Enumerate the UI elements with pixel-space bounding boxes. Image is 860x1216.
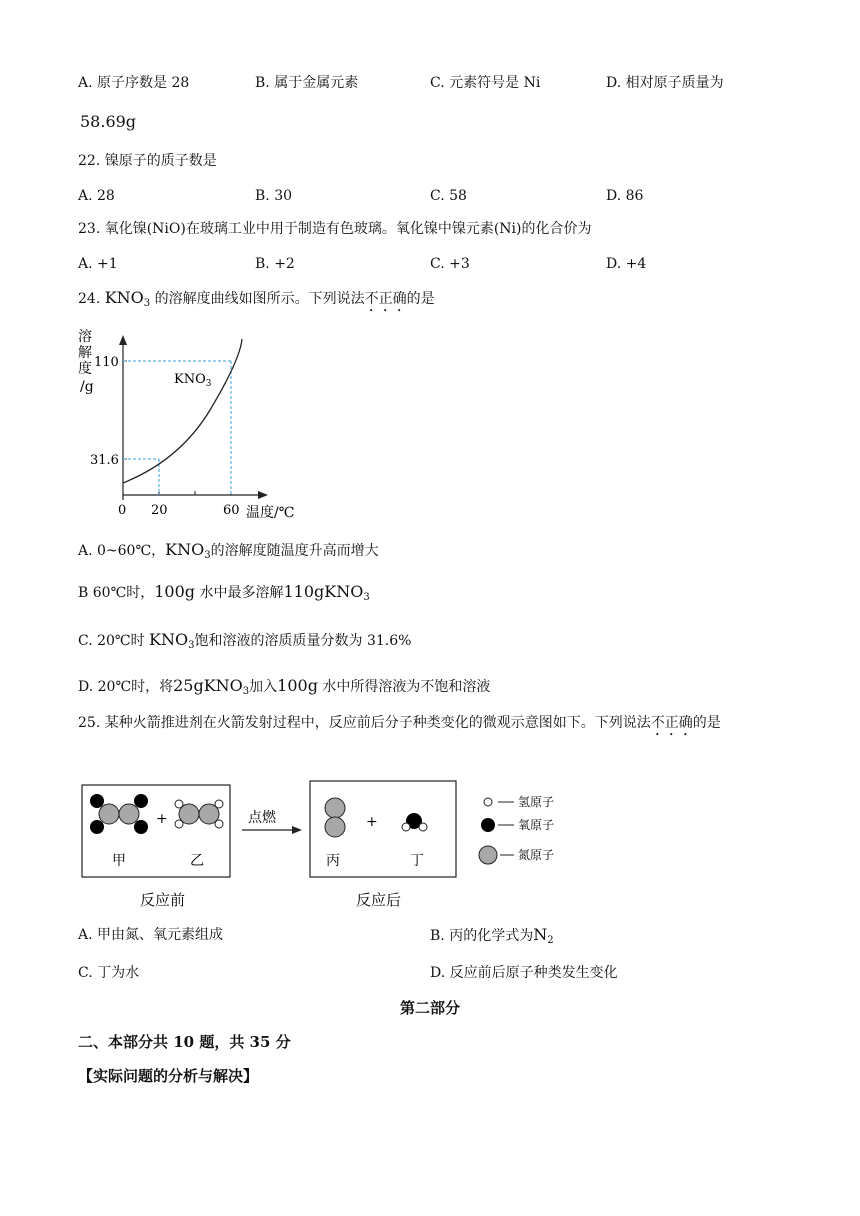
- q24-option-b-letter: B: [78, 585, 89, 601]
- arrow-condition: 点燃: [248, 810, 276, 826]
- reaction-arrow-head: [292, 826, 302, 834]
- y-axis-arrow: [119, 335, 127, 345]
- q23-stem: 23. 氧化镍(NiO)在玻璃工业中用于制造有色玻璃。氧化镍中镍元素(Ni)的化合价为: [78, 221, 592, 237]
- before-box: [82, 785, 230, 877]
- bing-molecule: [325, 798, 345, 837]
- q23-option-a: A. +1: [78, 256, 118, 272]
- q24-option-a: [78, 540, 379, 566]
- bing-nitrogen-atom: [325, 817, 345, 837]
- q22-option-c: C. 58: [430, 188, 467, 204]
- caption-after: 反应后: [356, 891, 402, 909]
- y-label-1: 溶: [78, 329, 92, 345]
- q24-stem-text: 的溶解度曲线如图所示。下列说法: [154, 291, 365, 307]
- q23-option-d: D. +4: [606, 256, 647, 272]
- q24-option-a-text: 的溶解度随温度升高而增大: [210, 543, 379, 559]
- q21-option-b: B. 属于金属元素: [255, 75, 359, 91]
- q24-formula-sub: 3: [143, 298, 151, 309]
- q25-option-c: C. 丁为水: [78, 965, 140, 981]
- q24-option-c-formula: KNO: [149, 630, 189, 649]
- q25-stem: [78, 713, 721, 739]
- q24-option-b-text: 水中最多溶解: [199, 585, 284, 601]
- x-value-20: 20: [151, 503, 168, 518]
- legend-nitrogen: 氮原子: [518, 848, 555, 862]
- jia-oxygen-atom: [90, 820, 104, 834]
- y-value-31: 31.6: [90, 453, 119, 468]
- q24-option-a-pre: A. 0~60℃，: [78, 543, 166, 559]
- legend-nitrogen-icon: [479, 846, 497, 864]
- q24-stem-emphasis: 不正确: [364, 291, 407, 307]
- reaction-micro-diagram: [80, 778, 600, 913]
- q24-number: 24.: [78, 291, 101, 307]
- q24-option-d-mid: 加入: [249, 679, 278, 695]
- label-yi: 乙: [190, 853, 204, 869]
- q24-option-c: [78, 630, 411, 656]
- q21-option-d: D. 相对原子质量为: [606, 75, 724, 91]
- ding-hydrogen-atom: [402, 823, 410, 831]
- q24-stem-end: 的是: [406, 291, 435, 307]
- q24-option-d: [78, 676, 490, 702]
- q24-option-d-mass: 100g: [277, 676, 318, 695]
- q25-stem-text: 25. 某种火箭推进剂在火箭发射过程中，反应前后分子种类变化的微观示意图如下。下列说法: [78, 715, 651, 731]
- atom-legend: [479, 795, 554, 864]
- q24-option-b-sub: 3: [363, 592, 370, 603]
- legend-hydrogen-icon: [484, 798, 492, 806]
- q24-formula: KNO: [104, 288, 144, 307]
- jia-oxygen-atom: [134, 820, 148, 834]
- jia-oxygen-atom: [134, 794, 148, 808]
- q24-option-b-formula: 110gKNO: [283, 582, 364, 601]
- q24-option-a-sub: 3: [204, 550, 211, 561]
- legend-hydrogen: 氢原子: [518, 795, 555, 809]
- plus-sign-after: +: [366, 814, 378, 830]
- q24-option-b: [78, 582, 370, 608]
- plus-sign: +: [156, 811, 168, 827]
- q25-option-b-formula: N: [533, 925, 548, 944]
- q24-option-d-sub: 3: [242, 686, 250, 697]
- y-label-2: 解: [78, 345, 92, 361]
- q24-option-b-cond: 60℃时，: [92, 585, 155, 601]
- legend-oxygen-icon: [481, 818, 495, 832]
- legend-oxygen: 氧原子: [518, 818, 555, 832]
- x-value-60: 60: [223, 503, 240, 518]
- q24-option-c-text: 饱和溶液的溶质质量分数为 31.6%: [194, 633, 412, 649]
- jia-molecule: [90, 794, 148, 834]
- q24-option-d-text: 水中所得溶液为不饱和溶液: [322, 679, 491, 695]
- label-bing: 丙: [326, 853, 340, 869]
- x-axis-arrow: [258, 491, 268, 499]
- curve-label-sub: 3: [205, 379, 212, 389]
- x-origin-label: 0: [118, 503, 127, 518]
- q25-option-d: D. 反应前后原子种类发生变化: [430, 965, 618, 981]
- q25-option-b-sub: 2: [547, 935, 554, 946]
- q21-option-c: C. 元素符号是 Ni: [430, 75, 541, 91]
- q21-option-d-value: 58.69g: [80, 112, 137, 131]
- part-two-title: 第二部分: [399, 999, 460, 1017]
- q22-stem: 22. 镍原子的质子数是: [78, 153, 217, 169]
- caption-before: 反应前: [140, 891, 186, 909]
- label-jia: 甲: [112, 853, 126, 869]
- q23-option-b: B. +2: [255, 256, 295, 272]
- y-label-3: 度: [78, 361, 92, 377]
- kno3-solubility-chart: [70, 325, 320, 525]
- q23-option-c: C. +3: [430, 256, 470, 272]
- curve-label-formula: KNO: [174, 372, 206, 387]
- q22-option-d: D. 86: [606, 188, 644, 204]
- q22-option-b: B. 30: [255, 188, 293, 204]
- section-heading: 【实际问题的分析与解决】: [78, 1067, 259, 1085]
- q24-option-c-pre: C. 20℃时: [78, 633, 145, 649]
- bing-nitrogen-atom: [325, 798, 345, 818]
- q24-option-c-sub: 3: [188, 640, 195, 651]
- q24-option-a-formula: KNO: [165, 540, 205, 559]
- y-value-110: 110: [94, 355, 119, 370]
- y-label-4: /g: [80, 379, 94, 395]
- label-ding: 丁: [410, 853, 424, 869]
- q24-option-d-pre: D. 20℃时，将: [78, 679, 174, 695]
- q22-option-a: A. 28: [78, 188, 115, 204]
- part-two-heading: 二、本部分共 10 题，共 35 分: [78, 1033, 291, 1051]
- q24-stem: [78, 288, 435, 315]
- ding-molecule: [402, 813, 427, 831]
- q25-option-a: A. 甲由氮、氧元素组成: [78, 927, 224, 943]
- ding-hydrogen-atom: [419, 823, 427, 831]
- jia-oxygen-atom: [90, 794, 104, 808]
- q25-option-b-text: B. 丙的化学式为: [430, 928, 534, 944]
- q21-option-a: A. 原子序数是 28: [78, 75, 190, 91]
- curve-label: [174, 372, 212, 389]
- yi-molecule: [175, 800, 223, 828]
- jia-nitrogen-atom: [119, 804, 139, 824]
- q25-stem-end: 的是: [692, 715, 721, 731]
- yi-nitrogen-atom: [199, 804, 219, 824]
- q25-option-b: [430, 925, 554, 951]
- q24-option-b-mass: 100g: [154, 582, 196, 601]
- jia-nitrogen-atom: [99, 804, 119, 824]
- q25-stem-emphasis: 不正确: [650, 715, 693, 731]
- x-axis-label: 温度/℃: [246, 505, 295, 521]
- q24-option-d-formula: 25gKNO: [173, 676, 243, 695]
- yi-nitrogen-atom: [179, 804, 199, 824]
